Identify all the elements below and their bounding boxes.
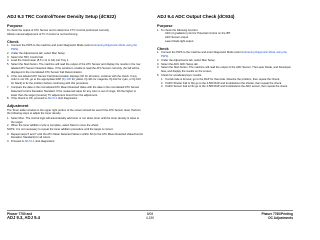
list-item: 2. If ADC Shutter Fail is NG go to the 4-560 RAP and troubleshoot the shutter, then repeat the check. [161, 81, 282, 85]
right-check-sublist [157, 78, 293, 89]
list-item: 2. Under the Adjustments tab, select Mac Setup. [157, 58, 216, 62]
left-adjustment-heading: Adjustment [7, 103, 29, 109]
list-item: 1. To check the following function: [157, 28, 199, 32]
list-item: 1. If a fail code is formed, go to the RAP for that code. Resolve the problem, then repeat the Check. [161, 77, 280, 81]
list-item: 2. Under the Adjustments tab, select Mac Setup. [7, 51, 66, 55]
rap-link[interactable]: IQ-100 [62, 78, 72, 82]
left-purpose-heading: Purpose [7, 23, 23, 28]
list-item: 5. Check for vocabulary/sync results: [157, 73, 202, 77]
right-check-heading: Check [157, 45, 169, 51]
right-purpose-heading: Purpose [157, 23, 173, 28]
adj-link[interactable]: ADJ 9.4 [24, 140, 35, 144]
list-item: ADC (2 gradation) print for Potential Control on the IBT. [165, 32, 231, 36]
list-item: ADC Sensor output [165, 36, 189, 40]
left-check-list [7, 44, 143, 101]
left-note: NOTE: It is not necessary to repeat the toner addition procedure until the target is correct. [7, 128, 114, 132]
list-item: 5. Select the Start button. The machine will read the output of the ATC Sensor and display the results in the row labeled ATC Sensor Detected Value. If the window is unable to read the ATC Sensor correctly, the fail will be displayed in the row labeled ATC Sensor Fail Determination. [7, 63, 141, 74]
list-item: 1. Select Run. The control logic will automatically add toner or run down toner until the toner density is close to the target. [7, 116, 140, 124]
footer-right-line1: Phaser 7760/Printing [261, 212, 293, 216]
footer-date: 8/08 [146, 212, 154, 216]
adj-link[interactable]: ADJ 9.4 [47, 97, 58, 101]
list-item: 2. When the toner addition cycle is complete, select Start to move the wheel. [7, 124, 99, 128]
right-purpose-list [157, 29, 293, 44]
list-item: 3. Repeat steps 5 and 7 until the ATC Mean Detected Value is within 60 (to the ATC Mean Detected Value/Control Deviation Standard) for all colors. [7, 132, 143, 140]
diagnostic-mode-link[interactable]: Entering Diagnostic Mode using the PWS [11, 44, 137, 51]
footer-left-line2: ADJ 9.3, ADJ 9.4 [7, 215, 40, 220]
left-check-heading: Check [7, 38, 19, 44]
list-item: 7. Compare the data in the row labeled ATC Mean Detected Value with the data in the row labeled ATC Sensor Detected Control Deviation Standard. If the measured value for any color is out of range. Fill the higher or lower than the target (reverse) TC adjustment found from the adjustment. [7, 85, 140, 97]
list-item: 3. Select the ADC ADC Setup tab. [157, 62, 199, 66]
list-item: 4. Load the Colorimeter (8.5 x 11 or A4) into Tray 1. [7, 59, 70, 63]
list-item: 3. Select the TRC Control tab. [7, 55, 44, 59]
left-adjustment-list-2 [7, 133, 143, 144]
left-purpose-note: Allows manual adjustment of TC if control is not functioning. [7, 32, 79, 36]
list-item: Laser Diode light output [165, 39, 194, 43]
left-section-title: ADJ 9.3 TRC Control/Toner Density Setup (dC922) [7, 14, 116, 19]
footer-divider [7, 210, 293, 211]
left-adjustment-list [7, 117, 143, 128]
diagnostic-mode-link[interactable]: Entering Diagnostic Mode using the PWS [161, 51, 287, 58]
right-column [157, 14, 293, 89]
footer-left-line1: Phaser 7760 and [7, 212, 33, 216]
list-item: 4. Select the Start button. The machine will read the output of the ADC Sensor. The Laser Diode, and Developer bias, and display the results on the screen. [157, 66, 292, 74]
footer-right-line2: DC Adjustments [268, 216, 293, 220]
list-item: 8. If the Check is OK, proceed to ADJ 9.4. Exit diagnostics. [7, 97, 78, 101]
list-item: 6. If the row labeled ATC Sensor Fail Determination displays OK for all colors, continue with the check. If any color is not OK, go to the appropriate RAP (IQ-100 for yellow, IQ-101 for magenta, IQ-102 for cyan, or IQ-103 for black) to fix the problem before continuing with this procedure. [7, 74, 141, 86]
right-section-title: ADJ 9.4 ADC Output Check (dC934) [157, 14, 235, 19]
page-number: 4-190 [145, 216, 155, 220]
list-item: 1. Connect the PWS to the machine and enter Diagnostic Mode (refer to Entering Diagnostic Mode using the PWS). [157, 51, 287, 58]
left-adjustment-text: The Toner adder window in the upper right portion of the screen should be used if the ATC Sensor reset. Perform the following steps to adjust the toner density. [7, 108, 141, 116]
left-column [7, 14, 143, 144]
left-purpose-text: To check the output of ATC Sensor and to determine if TC Control performed correctly. [7, 28, 110, 32]
footer-right [261, 212, 293, 220]
right-check-list [157, 51, 293, 78]
list-item: 4. Proceed to ADJ 9.4. Exit diagnostics. [7, 140, 56, 144]
footer-center [0, 212, 300, 220]
list-item: 3. If ADC Sensor Fail is NG go to the 4-580 RAP and troubleshoot the ADC sensor, then repeat the check. [161, 85, 288, 89]
list-item: 1. Connect the PWS to the machine and enter Diagnostic Mode (refer to Entering Diagnostic Mode using the PWS). [7, 44, 137, 51]
